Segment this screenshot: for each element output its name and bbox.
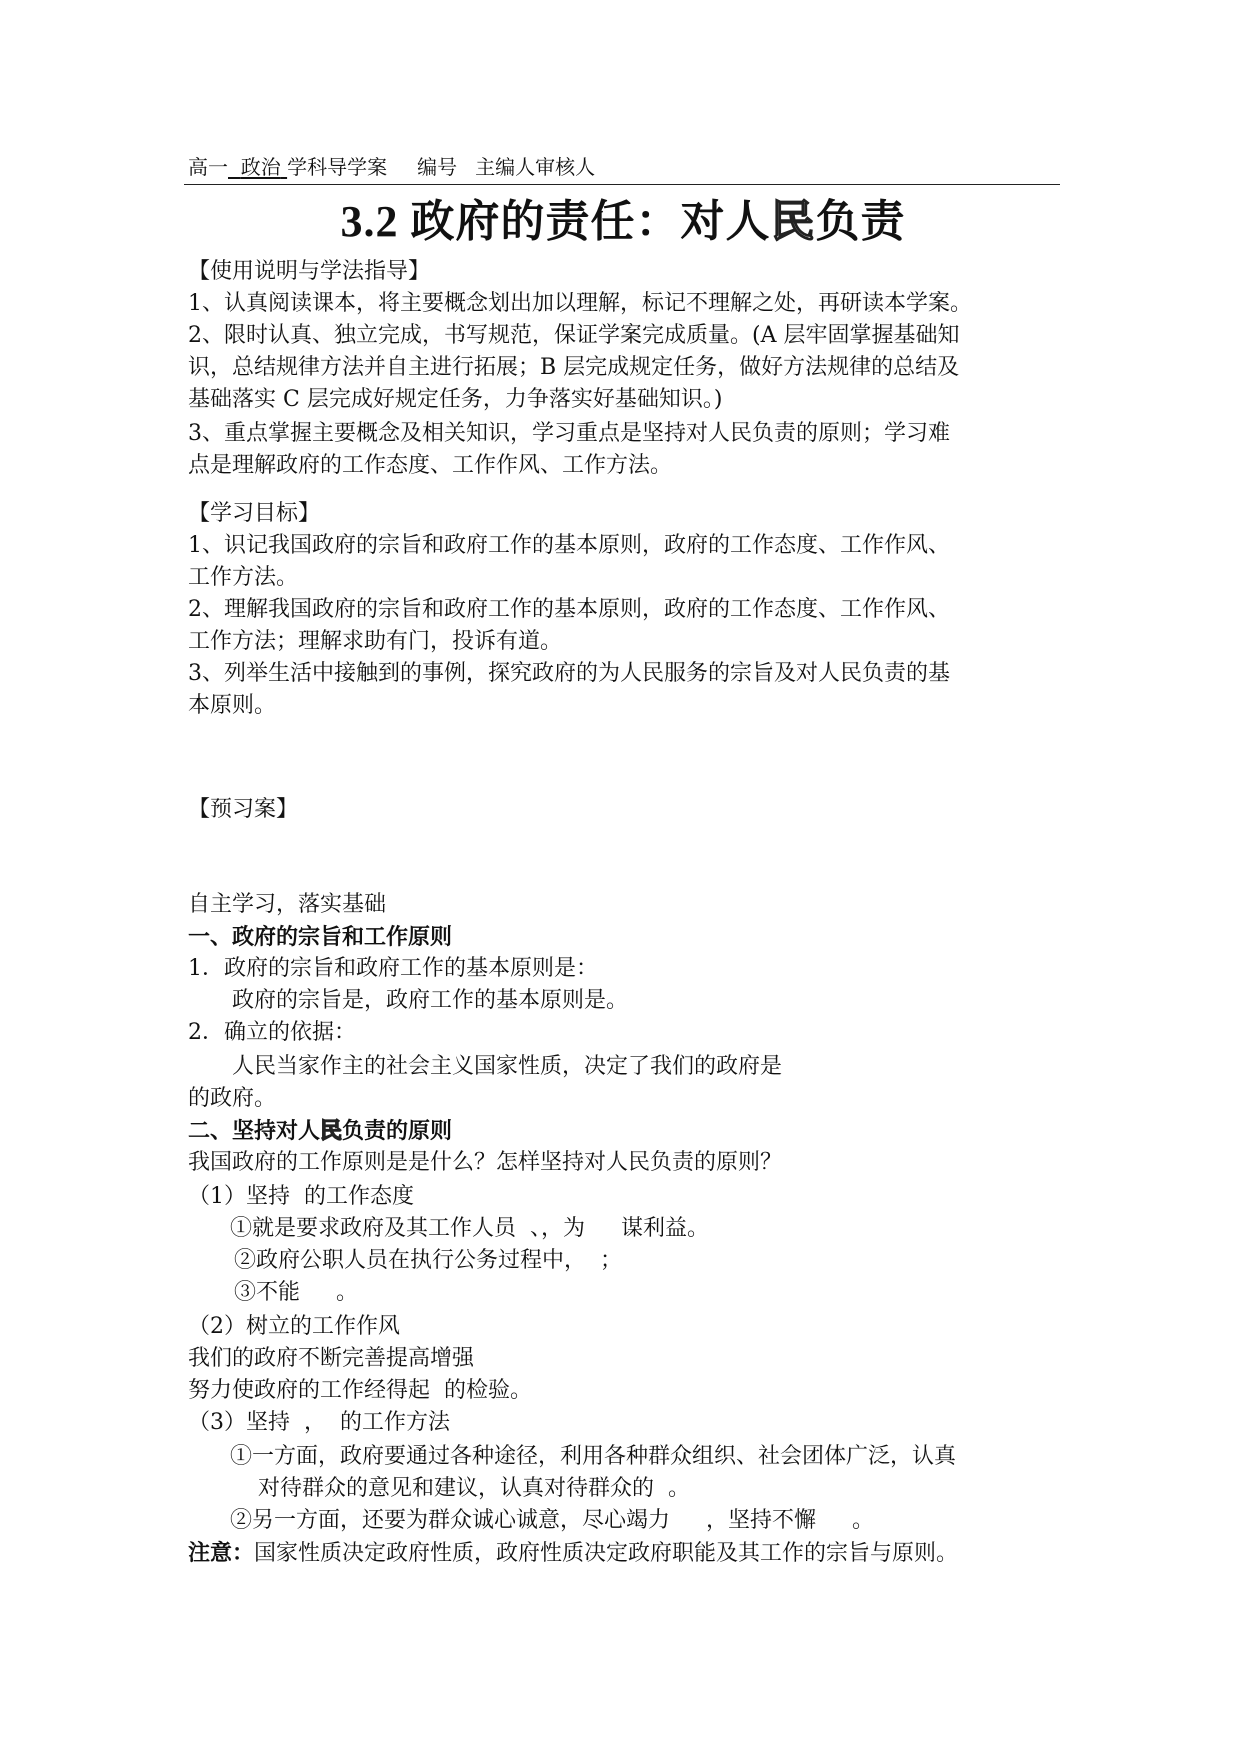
section1-title: 一、政府的宗旨和工作原则 <box>188 924 453 950</box>
point-3: （3）坚持 ， 的工作方法 <box>188 1410 451 1435</box>
goals-heading: 【学习目标】 <box>188 501 321 526</box>
usage-line: 点是理解政府的工作态度、工作作风、工作方法。 <box>188 453 673 478</box>
usage-heading: 【使用说明与学法指导】 <box>188 259 431 284</box>
note <box>188 1537 1058 1571</box>
point-2: （2）树立的工作作风 <box>188 1314 400 1339</box>
doc-header <box>188 152 1058 186</box>
document-page <box>188 0 1058 1754</box>
note-label: 注意： <box>188 1540 255 1566</box>
goals-line: 工作方法。 <box>188 565 299 590</box>
point-2-line-1: 我们的政府不断完善提高增强 <box>188 1346 475 1371</box>
header-grade: 高一 <box>188 155 228 179</box>
title-text-start: 3.2 政府的责任：对人 <box>340 197 771 246</box>
s1-question-1: 1．政府的宗旨和政府工作的基本原则是： <box>188 956 598 981</box>
usage-line: 基础落实 C 层完成好规定任务，力争落实好基础知识。) <box>188 387 723 412</box>
goals-line: 2、理解我国政府的宗旨和政府工作的基本原则，政府的工作态度、工作作风、 <box>188 597 950 622</box>
preview-intro: 自主学习，落实基础 <box>188 892 387 917</box>
s1-question-2: 2．确立的依据： <box>188 1020 356 1045</box>
page-title <box>188 192 1058 252</box>
note-text: 国家性质决定政府性质，政府性质决定政府职能及其工作的宗旨与原则。 <box>254 1541 959 1566</box>
section2-title: 二、坚持对人民负责的原则 <box>188 1118 453 1144</box>
point-1-item-2: ②政府公职人员在执行公务过程中， ； <box>234 1248 623 1273</box>
goals-line: 本原则。 <box>188 693 277 718</box>
preview-heading: 【预习案】 <box>188 797 299 822</box>
goals-line: 工作方法；理解求助有门，投诉有道。 <box>188 629 563 654</box>
title-outlined-char: 民 <box>770 197 816 246</box>
point-3-item-1b: 对待群众的意见和建议，认真对待群众的 。 <box>258 1476 691 1501</box>
usage-line: 1、认真阅读课本，将主要概念划出加以理解，标记不理解之处，再研读本学案。 <box>188 291 972 316</box>
goals-line: 1、识记我国政府的宗旨和政府工作的基本原则，政府的工作态度、工作作风、 <box>188 533 950 558</box>
title-text-end: 负责 <box>815 197 906 246</box>
header-editors-label: 主编人审核人 <box>475 155 596 179</box>
usage-line: 识，总结规律方法并自主进行拓展；B 层完成规定任务，做好方法规律的总结及 <box>188 355 960 380</box>
point-3-item-1a: ①一方面，政府要通过各种途径，利用各种群众组织、社会团体广泛，认真 <box>230 1444 957 1469</box>
section2-outlined-char: 民 <box>320 1118 343 1144</box>
header-rule <box>184 184 1060 185</box>
s1-answer-1: 政府的宗旨是，政府工作的基本原则是。 <box>232 988 629 1013</box>
s2-question: 我国政府的工作原则是是什么？怎样坚持对人民负责的原则？ <box>188 1150 783 1175</box>
header-subject: 政治 <box>240 155 281 179</box>
usage-line: 2、限时认真、独立完成，书写规范，保证学案完成质量。(A 层牢固掌握基础知 <box>188 323 960 348</box>
header-doc-type: 学科导学案 <box>287 155 388 179</box>
point-3-item-2: ②另一方面，还要为群众诚心诚意，尽心竭力 ，坚持不懈 。 <box>230 1508 875 1533</box>
usage-line: 3、重点掌握主要概念及相关知识，学习重点是坚持对人民负责的原则；学习难 <box>188 421 950 446</box>
s1-answer-2a: 人民当家作主的社会主义国家性质，决定了我们的政府是 <box>232 1054 783 1079</box>
point-2-line-2: 努力使政府的工作经得起 的检验。 <box>188 1378 533 1403</box>
point-1-item-1: ①就是要求政府及其工作人员 、，为 谋利益。 <box>230 1216 710 1241</box>
point-1-item-3: ③不能 。 <box>234 1280 359 1305</box>
point-1: （1）坚持 的工作态度 <box>188 1184 415 1209</box>
header-number-label: 编号 <box>417 155 458 179</box>
s1-answer-2b: 的政府。 <box>188 1086 277 1111</box>
goals-line: 3、列举生活中接触到的事例，探究政府的为人民服务的宗旨及对人民负责的基 <box>188 661 950 686</box>
